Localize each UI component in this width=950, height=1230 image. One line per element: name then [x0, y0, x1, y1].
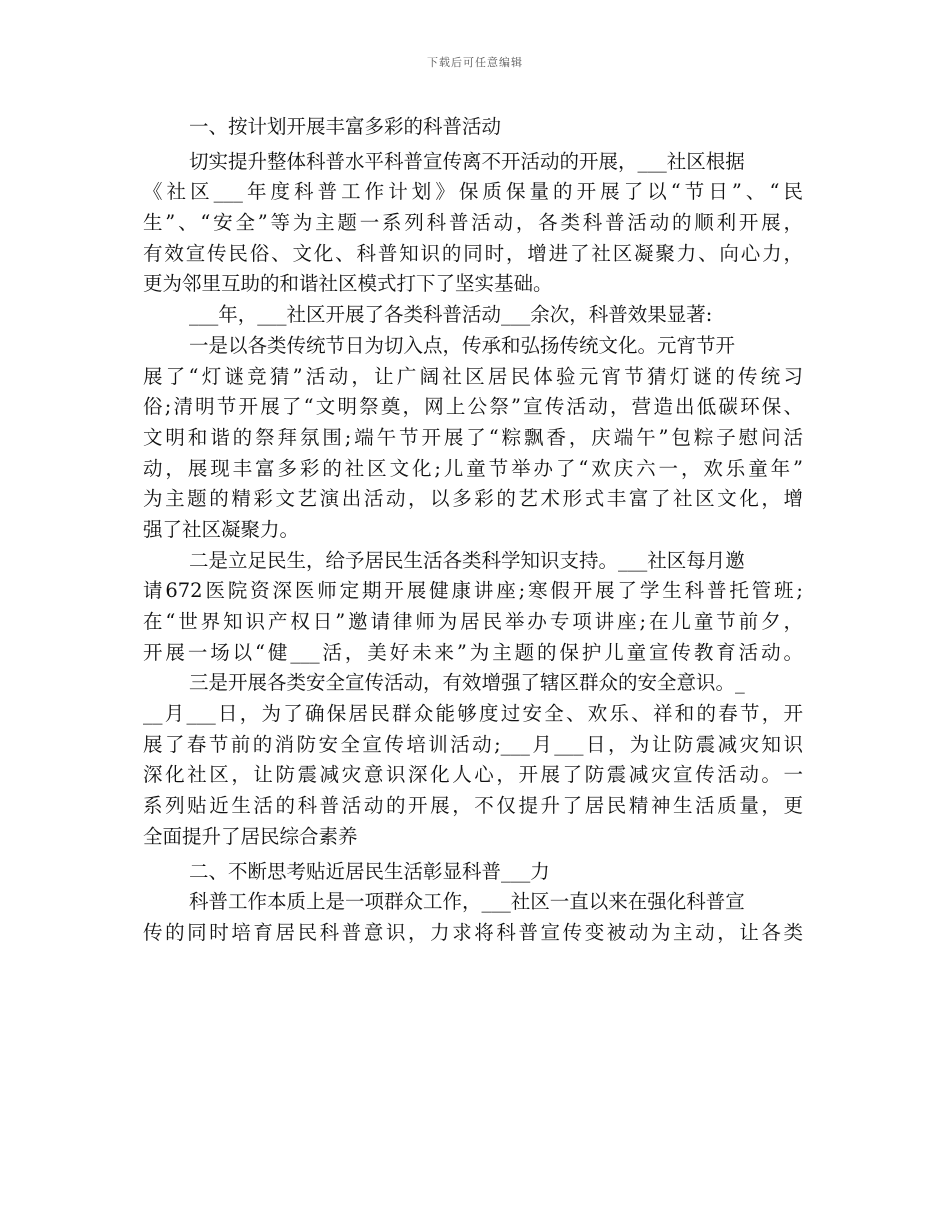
paragraph-line: 在“世界知识产权日”邀请律师为居民举办专项讲座;在儿童节前夕， — [143, 610, 803, 633]
paragraph-line: 强了社区凝聚力。 — [143, 517, 300, 541]
paragraph-line: 《社区___年度科普工作计划》保质保量的开展了以“节日”、“民 — [143, 180, 803, 204]
paragraph-line: 展了春节前的消防安全宣传培训活动;___月___日，为让防震减灾知识 — [143, 732, 803, 756]
paragraph-line: 二是立足民生，给予居民生活各类科学知识支持。___社区每月邀 — [189, 548, 745, 572]
paragraph-line: 三是开展各类安全宣传活动，有效增强了辖区群众的安全意识。_ — [189, 671, 745, 695]
section-heading: 一、按计划开展丰富多彩的科普活动 — [189, 115, 502, 138]
paragraph-line: 切实提升整体科普水平科普宣传离不开活动的开展，___社区根据 — [189, 149, 745, 173]
paragraph-line: 俗;清明节开展了“文明祭奠，网上公祭”宣传活动，营造出低碳环保、 — [143, 395, 803, 419]
paragraph-line: 传的同时培育居民科普意识，力求将科普宣传变被动为主动，让各类 — [143, 920, 803, 944]
section-heading: 二、不断思考贴近居民生活彰显科普___力 — [189, 859, 550, 883]
page-header: 下载后可任意编辑 — [427, 56, 523, 69]
body-text — [143, 112, 803, 949]
paragraph-line: 一是以各类传统节日为切入点，传承和弘扬传统文化。元宵节开 — [189, 333, 736, 357]
paragraph-line: 科普工作本质上是一项群众工作，___社区一直以来在强化科普宣 — [189, 890, 745, 914]
paragraph-line: 文明和谐的祭拜氛围;端午节开展了“粽飘香，庆端午”包粽子慰问活 — [143, 425, 803, 449]
paragraph-line: 有效宣传民俗、文化、科普知识的同时，增进了社区凝聚力、向心力， — [143, 241, 803, 265]
paragraph-line: 开展一场以“健___活，美好未来”为主题的保护儿童宣传教育活动。 — [143, 640, 803, 664]
paragraph-line: 系列贴近生活的科普活动的开展，不仅提升了居民精神生活质量，更 — [143, 794, 803, 818]
paragraph-line: 请672医院资深医师定期开展健康讲座;寒假开展了学生科普托管班; — [143, 579, 803, 603]
paragraph-line: 更为邻里互助的和谐社区模式打下了坚实基础。 — [143, 272, 553, 296]
paragraph-line: __月___日，为了确保居民群众能够度过安全、欢乐、祥和的春节，开 — [143, 702, 803, 726]
paragraph-line: 深化社区，让防震减灾意识深化人心，开展了防震减灾宣传活动。一 — [143, 763, 803, 787]
paragraph-line: 全面提升了居民综合素养 — [143, 824, 358, 848]
paragraph-line: ___年，___社区开展了各类科普活动___余次，科普效果显著: — [189, 303, 713, 327]
paragraph-line: 为主题的精彩文艺演出活动，以多彩的艺术形式丰富了社区文化，增 — [143, 487, 803, 511]
paragraph-line: 展了“灯谜竞猜”活动，让广阔社区居民体验元宵节猜灯谜的传统习 — [143, 364, 803, 388]
paragraph-line: 生”、“安全”等为主题一系列科普活动，各类科普活动的顺利开展， — [143, 211, 803, 235]
paragraph-line: 动，展现丰富多彩的社区文化;儿童节举办了“欢庆六一，欢乐童年” — [143, 456, 803, 480]
